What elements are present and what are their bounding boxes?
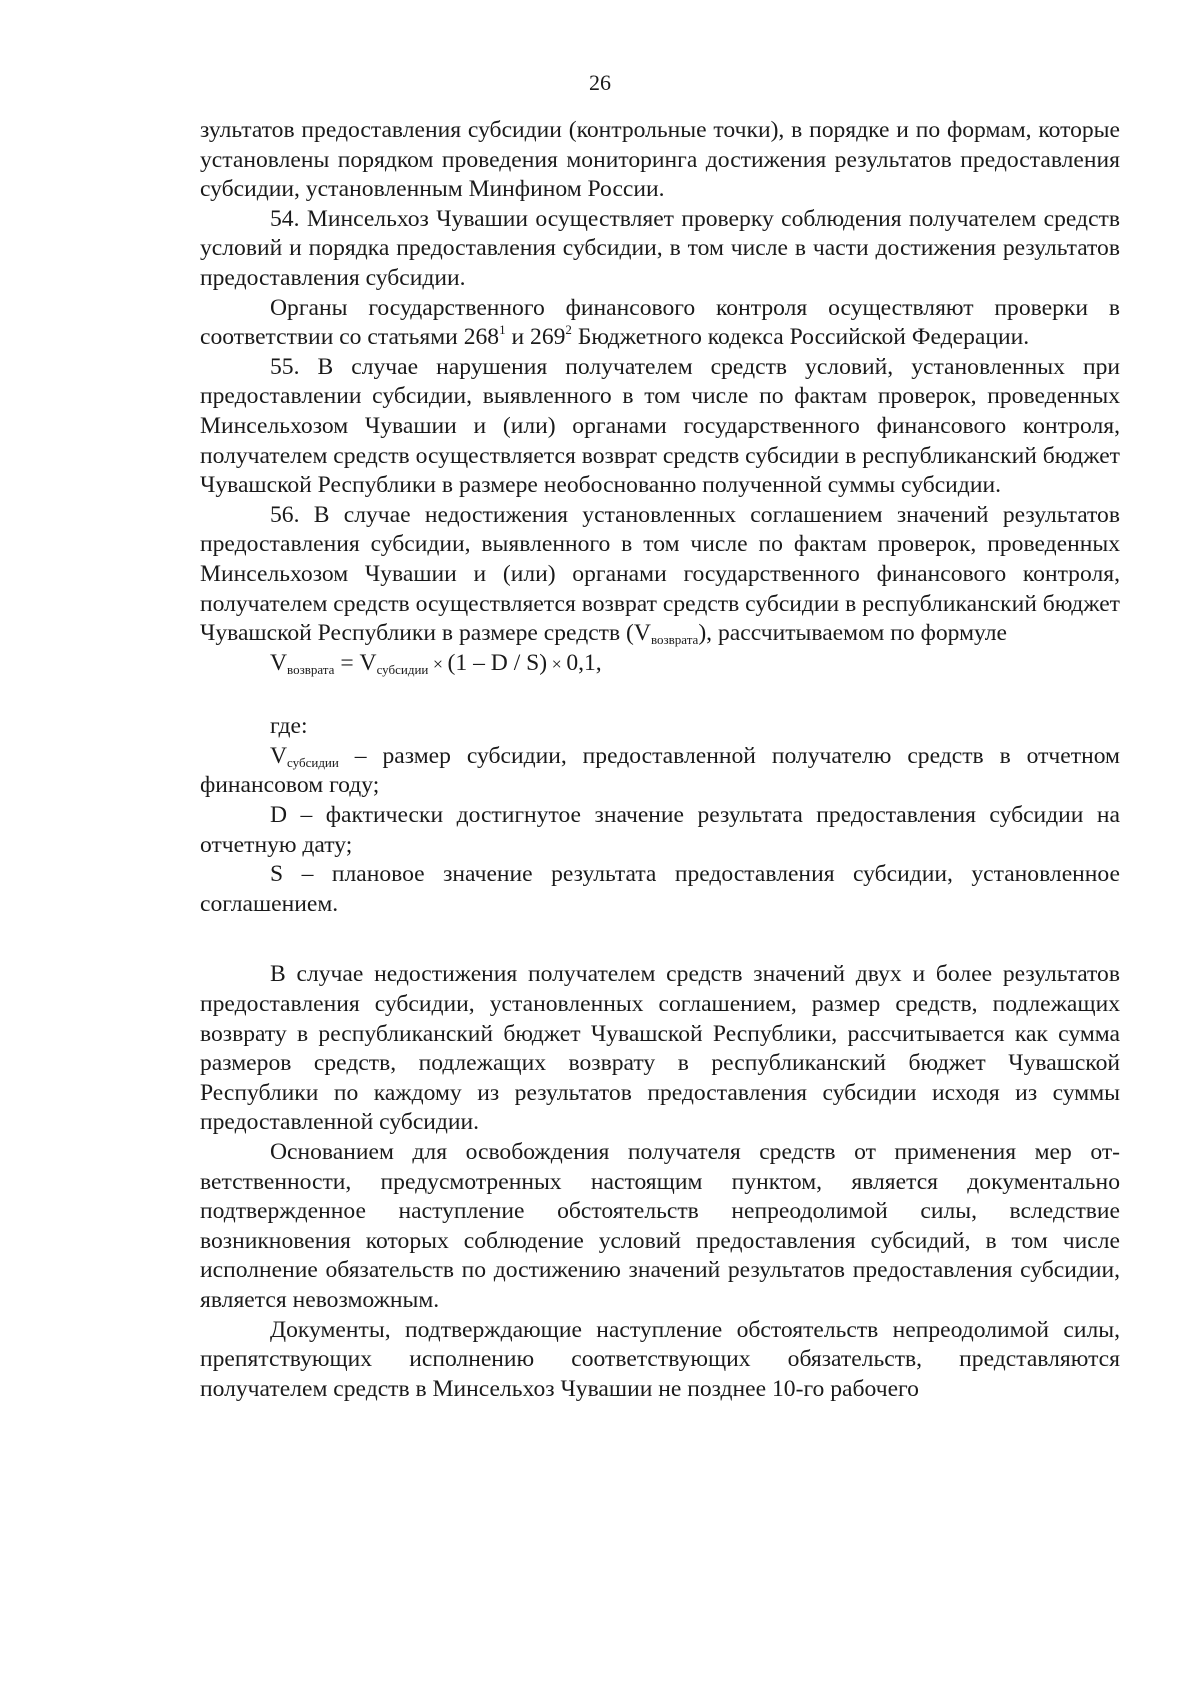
formula-equals: = V [334, 649, 377, 676]
definition-text: – фактически достигнутое значение результата предоставления субсидии на отчетную дату; [200, 802, 1120, 858]
formula-tail: 0,1, [566, 649, 602, 676]
where-label: где: [270, 713, 308, 740]
page-number: 26 [589, 70, 611, 95]
definition-d [200, 801, 1120, 860]
subscript: субсидии [376, 661, 429, 677]
definition-text: – размер субсидии, предоставленной получателю средств в отчетном финансовом году; [200, 742, 1120, 799]
paragraph-text: Бюджетного кодекса Российской Федерации. [571, 324, 1030, 351]
superscript: 2 [565, 322, 572, 338]
paragraph-financial-control [200, 294, 1120, 353]
paragraph-text: и 269 [505, 324, 566, 351]
paragraph-54: 54. Минсельхоз Чувашии осуществляет проверку соблюдения получателем средств условий и порядка предоставления субсидии, в том числе в части достижения результатов предоставления субсидии. [200, 205, 1120, 291]
definition-text: – плановое значение результата предоставления субсидии, установленное соглашением. [200, 861, 1120, 917]
paragraph-text: ), рассчитываемом по формуле [698, 620, 1008, 647]
paragraph-continuation: зультатов предоставления субсидии (контрольные точки), в порядке и по формам, которые установлены порядком проведения мониторинга достижения результатов предоставления субсидии, установленным Минфином России. [200, 117, 1120, 203]
superscript: 1 [499, 322, 506, 338]
multiply-sign: × [428, 653, 448, 674]
definition-s [200, 860, 1120, 919]
paragraph-text: Органы государственного финансового контроля осуществляют проверки в соответствии со статьями 268 [200, 294, 1120, 351]
definition-symbol: S [270, 861, 284, 888]
formula-symbol: V [270, 649, 288, 676]
paragraph-text: 56. В случае недостижения установленных соглашением значений результатов предоставления субсидии, выявленного в том числе по фактам проверок, проведенных Минсельхозом Чувашии и (или) органами государственного финансового контроля, получателем средств осуществляется возврат средств субсидии в республиканский бюджет Чувашской Республики в размере средств (V [200, 501, 1120, 647]
paragraph-56 [200, 501, 1120, 649]
definition-symbol: D [270, 802, 288, 829]
multiply-sign: × [547, 653, 567, 674]
subscript: субсидии [287, 754, 339, 770]
document-body [200, 116, 1120, 1404]
paragraph-55: 55. В случае нарушения получателем средств условий, установленных при предоставлении субсидии, выявленного в том числе по фактам проверок, проведенных Минсельхозом Чувашии и (или) органами государственного финансового контроля, получателем средств осуществляется возврат средств субсидии в республиканский бюджет Чувашской Республики в размере необоснованно полученной суммы субсидии. [200, 353, 1120, 499]
spacer [200, 919, 1120, 960]
formula-expression: (1 – D / S) [447, 649, 548, 676]
definition-symbol: V [270, 742, 288, 769]
return-formula [200, 649, 1120, 680]
paragraph-multiple-results: В случае недостижения получателем средств значений двух и более результатов предоставления субсидии, установленных соглашением, размер средств, подлежащих возврату в республиканский бюджет Чувашской Республики, рассчитывается как сумма размеров средств, подлежащих возврату в республиканский бюджет Чувашской Республики по каждому из результатов предоставления субсидии исходя из суммы предоставленной субсидии. [200, 961, 1120, 1136]
paragraph-documents: Документы, подтверждающие наступление обстоятельств непреодолимой силы, препятствующих исполнению соответствующих обязательств, представляются получателем средств в Минсельхоз Чувашии не позднее 10-го рабочего [200, 1316, 1120, 1402]
subscript: возврата [650, 632, 699, 648]
subscript: возврата [287, 661, 335, 677]
paragraph-force-majeure: Основанием для освобождения получателя средств от применения мер ответственности, предусмотренных настоящим пунктом, является документально подтвержденное наступление обстоятельств непреодолимой силы, вследствие возникновения которых соблюдение условий предоставления субсидий, в том числе исполнение обязательств по достижению значений результатов предоставления субсидии, является невозможным. [200, 1139, 1120, 1313]
definition-v-subsidy [200, 742, 1120, 801]
